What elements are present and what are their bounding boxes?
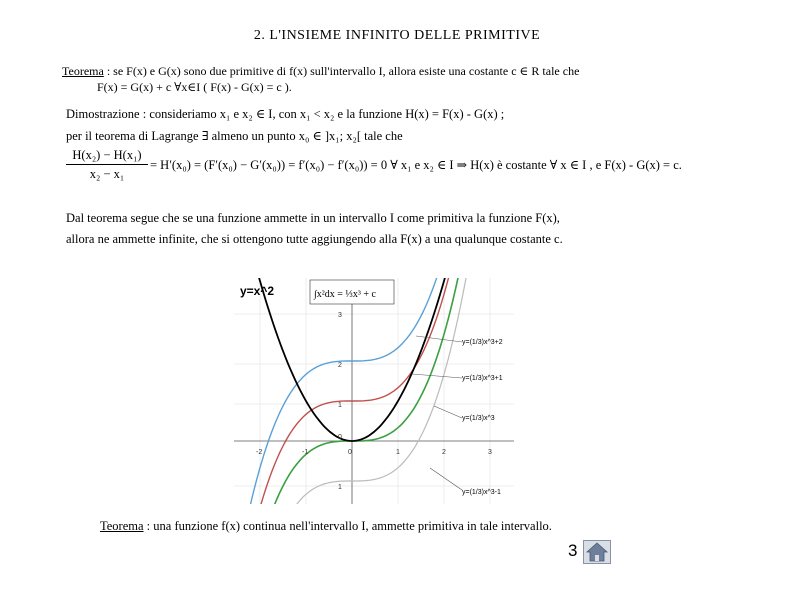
theorem-1-text: : se F(x) e G(x) sono due primitive di f(x) sull'intervallo I, allora esiste una costante c ∈ R tale che <box>103 64 580 78</box>
theorem-1 <box>62 64 579 79</box>
series-label-c-plus-2: y=(1/3)x^3+2 <box>462 339 503 346</box>
x-tick: 3 <box>488 449 492 456</box>
y-tick: 1 <box>338 402 342 409</box>
theorem-2-label: Teorema <box>100 519 144 533</box>
proof-line-2: per il teorema di Lagrange ∃ almeno un punto x₀ ∈ ]x₁; x₂[ tale che <box>66 129 403 143</box>
series-label-c-zero: y=(1/3)x^3 <box>462 415 495 422</box>
func-label: y=x^2 <box>240 284 275 298</box>
fraction-denominator: x₂ − x₁ <box>89 167 125 181</box>
theorem-1-line2: F(x) = G(x) + c ∀x∈I ( F(x) - G(x) = c ). <box>97 80 292 94</box>
series-label-c-plus-1: y=(1/3)x^3+1 <box>462 375 503 382</box>
proof-line-1: Dimostrazione : consideriamo x₁ e x₂ ∈ I, con x₁ < x₂ e la funzione H(x) = F(x) - G(x) ; <box>66 107 505 121</box>
graph-grid <box>234 278 514 504</box>
x-tick: 2 <box>442 449 446 456</box>
tick-labels <box>256 312 492 491</box>
y-tick: 1 <box>338 484 342 491</box>
difference-quotient <box>66 148 148 182</box>
theorem-2-text: : una funzione f(x) continua nell'intervallo I, ammette primitiva in tale intervallo. <box>146 519 552 533</box>
consequence-line-2: allora ne ammette infinite, che si ottengono tutte aggiungendo alla F(x) a una qualunque costante c. <box>66 232 563 246</box>
theorem-1-label: Teorema <box>62 64 104 78</box>
consequence-line-1: Dal teorema segue che se una funzione ammette in un intervallo I come primitiva la funzione F(x), <box>66 211 560 225</box>
curve-c-plus-2 <box>248 278 442 504</box>
y-tick: 3 <box>338 312 342 319</box>
primitives-graph <box>234 278 514 504</box>
x-tick: 1 <box>396 449 400 456</box>
theorem-2 <box>100 519 552 534</box>
fraction-numerator: H(x₂) − H(x₁) <box>66 148 148 165</box>
integral-label: ∫x²dx = ⅓x³ + c <box>314 289 376 300</box>
home-icon[interactable] <box>583 540 611 564</box>
y-tick: 0 <box>338 434 342 441</box>
curve-c-minus-1 <box>286 278 468 504</box>
page-number: 3 <box>568 541 578 560</box>
x-tick: 0 <box>348 449 352 456</box>
y-tick: 2 <box>338 362 342 369</box>
page-title: 2. L'INSIEME INFINITO DELLE PRIMITIVE <box>253 28 541 43</box>
x-tick: -1 <box>302 449 309 456</box>
x-tick: -2 <box>256 449 263 456</box>
series-label-c-minus-1: y=(1/3)x^3-1 <box>462 489 501 496</box>
proof-line-3: = H′(x₀) = (F′(x₀) − G′(x₀)) = f′(x₀) − f′(x₀)) = 0 ∀ x₁ e x₂ ∈ I ⇒ H(x) è costante ∀ x ∈ I , e F(x) - G(x) = c. <box>150 158 682 172</box>
